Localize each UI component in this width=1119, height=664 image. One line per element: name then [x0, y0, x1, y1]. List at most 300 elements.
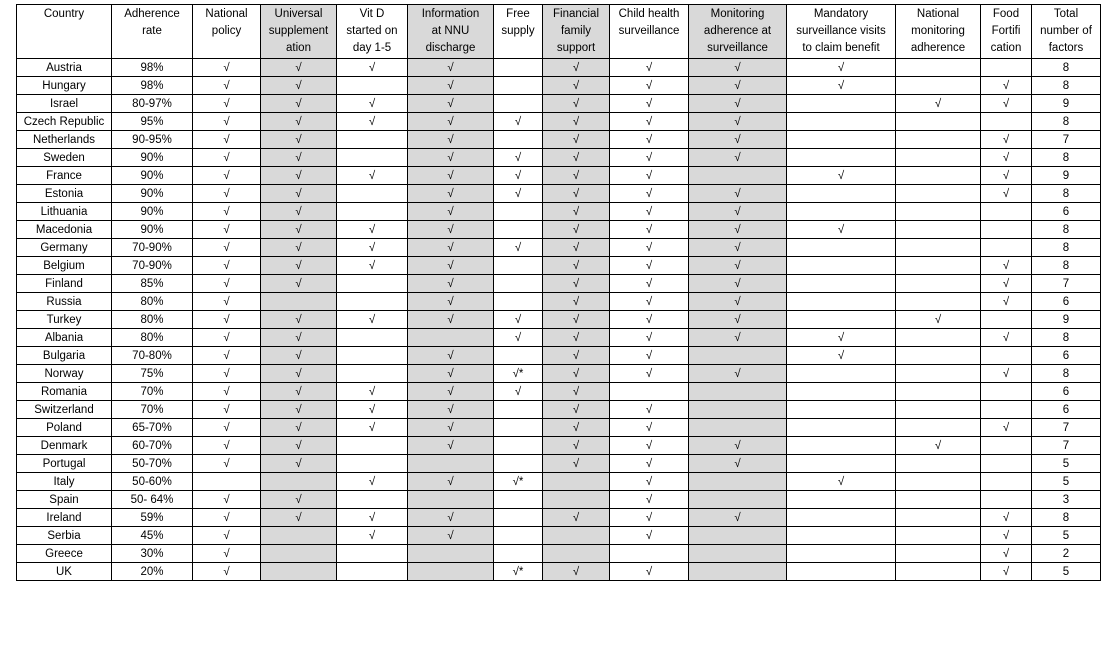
factor-cell: √	[610, 167, 689, 185]
column-header-line: Universal	[274, 8, 323, 20]
table-row	[17, 113, 1101, 131]
factor-cell: √	[261, 167, 337, 185]
factor-cell: √	[337, 239, 408, 257]
factor-cell	[896, 329, 981, 347]
factor-cell: √	[193, 329, 261, 347]
factor-cell: √	[337, 113, 408, 131]
total-cell: 7	[1032, 437, 1101, 455]
country-cell: Poland	[17, 419, 112, 437]
factor-cell: √	[610, 113, 689, 131]
adherence-cell: 70-90%	[112, 239, 193, 257]
country-cell: Bulgaria	[17, 347, 112, 365]
factor-cell: √	[610, 311, 689, 329]
table-header	[17, 5, 1101, 59]
factor-cell: √	[193, 347, 261, 365]
total-cell: 5	[1032, 455, 1101, 473]
column-header-line: Fortifi	[991, 25, 1021, 37]
factor-cell: √	[193, 545, 261, 563]
column-header-line: Child health	[618, 8, 680, 20]
factor-cell: √	[543, 347, 610, 365]
factor-cell	[787, 383, 896, 401]
factor-cell	[494, 221, 543, 239]
table-row	[17, 311, 1101, 329]
country-cell: France	[17, 167, 112, 185]
factor-cell	[494, 293, 543, 311]
factor-cell	[787, 419, 896, 437]
total-cell: 5	[1032, 563, 1101, 581]
factor-cell: √	[787, 77, 896, 95]
factor-cell	[261, 563, 337, 581]
total-cell: 6	[1032, 293, 1101, 311]
factor-cell: √	[193, 203, 261, 221]
total-cell: 8	[1032, 185, 1101, 203]
factor-cell: √	[610, 293, 689, 311]
total-cell: 8	[1032, 113, 1101, 131]
factor-cell	[337, 545, 408, 563]
adherence-cell: 59%	[112, 509, 193, 527]
factor-cell	[408, 491, 494, 509]
factor-cell: √	[543, 131, 610, 149]
adherence-cell: 90%	[112, 149, 193, 167]
total-cell: 8	[1032, 329, 1101, 347]
adherence-cell: 70-90%	[112, 257, 193, 275]
factor-cell	[494, 77, 543, 95]
factor-cell: √	[689, 95, 787, 113]
factor-cell: √	[494, 113, 543, 131]
factor-cell: √	[610, 509, 689, 527]
factor-cell: √	[193, 527, 261, 545]
factor-cell: √	[494, 239, 543, 257]
table-row	[17, 203, 1101, 221]
adherence-cell: 98%	[112, 77, 193, 95]
adherence-cell: 80-97%	[112, 95, 193, 113]
factor-cell	[896, 419, 981, 437]
factor-cell: √	[610, 131, 689, 149]
adherence-cell: 75%	[112, 365, 193, 383]
column-header	[610, 5, 689, 59]
factor-cell: √	[543, 455, 610, 473]
factor-cell: √	[193, 257, 261, 275]
factor-cell	[337, 491, 408, 509]
factor-cell: √	[261, 257, 337, 275]
factor-cell: √	[787, 59, 896, 77]
factor-cell: √	[261, 491, 337, 509]
column-header-line: surveillance	[618, 25, 680, 37]
adherence-cell: 95%	[112, 113, 193, 131]
factor-cell	[494, 347, 543, 365]
factor-cell: √	[261, 131, 337, 149]
factor-cell: √	[981, 77, 1032, 95]
country-cell: Ireland	[17, 509, 112, 527]
total-cell: 8	[1032, 365, 1101, 383]
factor-cell	[494, 203, 543, 221]
factor-cell	[689, 401, 787, 419]
column-header-line: adherence at	[703, 25, 772, 37]
factor-cell: √	[896, 437, 981, 455]
factor-cell	[981, 347, 1032, 365]
factor-cell	[337, 131, 408, 149]
factor-cell: √	[981, 509, 1032, 527]
factor-cell: √	[981, 563, 1032, 581]
total-cell: 6	[1032, 347, 1101, 365]
factor-cell: √	[193, 365, 261, 383]
factor-cell: √	[494, 149, 543, 167]
factor-cell	[787, 437, 896, 455]
factor-cell: √	[610, 185, 689, 203]
country-cell: Norway	[17, 365, 112, 383]
factor-cell	[981, 473, 1032, 491]
factor-cell	[896, 221, 981, 239]
factor-cell: √	[543, 113, 610, 131]
column-header-line: monitoring	[911, 25, 965, 37]
total-cell: 7	[1032, 131, 1101, 149]
adherence-cell: 90%	[112, 221, 193, 239]
factor-cell	[896, 365, 981, 383]
column-header-line: National	[205, 8, 248, 20]
factor-cell: √	[408, 365, 494, 383]
column-header-line: day 1-5	[352, 42, 392, 54]
factor-cell	[337, 347, 408, 365]
factor-cell	[494, 509, 543, 527]
adherence-cell: 30%	[112, 545, 193, 563]
factor-cell: √	[543, 239, 610, 257]
factor-cell: √	[610, 275, 689, 293]
factor-cell: √	[337, 527, 408, 545]
factor-cell	[787, 113, 896, 131]
factor-cell	[787, 239, 896, 257]
factor-cell: √	[193, 113, 261, 131]
column-header-line: Adherence	[124, 8, 180, 20]
factor-cell: √	[610, 149, 689, 167]
column-header-line: Vit D	[359, 8, 385, 20]
factor-cell: √	[689, 437, 787, 455]
adherence-cell: 65-70%	[112, 419, 193, 437]
factor-cell	[543, 491, 610, 509]
factor-cell: √	[610, 203, 689, 221]
factor-cell	[896, 509, 981, 527]
factor-cell	[981, 221, 1032, 239]
factor-cell	[981, 437, 1032, 455]
factor-cell: √	[261, 437, 337, 455]
factor-cell: √	[494, 167, 543, 185]
factor-cell	[689, 473, 787, 491]
factor-cell	[337, 275, 408, 293]
factor-cell: √	[689, 185, 787, 203]
header-row	[17, 5, 1101, 59]
table-row	[17, 509, 1101, 527]
factor-cell	[896, 167, 981, 185]
factor-cell	[193, 473, 261, 491]
factor-cell	[261, 527, 337, 545]
country-cell: Hungary	[17, 77, 112, 95]
factor-cell: √	[689, 131, 787, 149]
total-cell: 7	[1032, 275, 1101, 293]
factor-cell: √	[543, 275, 610, 293]
factor-cell: √	[610, 437, 689, 455]
factor-cell: √	[689, 113, 787, 131]
factor-cell: √	[543, 185, 610, 203]
column-header	[112, 5, 193, 59]
factor-cell: √	[787, 221, 896, 239]
factor-cell: √	[408, 419, 494, 437]
factor-cell	[981, 203, 1032, 221]
factor-cell	[787, 257, 896, 275]
column-header	[689, 5, 787, 59]
adherence-cell: 80%	[112, 329, 193, 347]
factor-cell	[689, 527, 787, 545]
adherence-cell: 85%	[112, 275, 193, 293]
factor-cell	[494, 95, 543, 113]
factor-cell	[896, 383, 981, 401]
table-row	[17, 419, 1101, 437]
factor-cell	[981, 311, 1032, 329]
factor-cell: √	[543, 383, 610, 401]
factor-cell	[408, 455, 494, 473]
factor-cell	[787, 275, 896, 293]
column-header-line: family	[560, 25, 592, 37]
column-header	[543, 5, 610, 59]
country-cell: Romania	[17, 383, 112, 401]
factor-cell: √	[610, 401, 689, 419]
country-cell: UK	[17, 563, 112, 581]
factor-cell: √	[193, 275, 261, 293]
country-cell: Macedonia	[17, 221, 112, 239]
factor-cell: √	[981, 329, 1032, 347]
adherence-cell: 98%	[112, 59, 193, 77]
factor-cell: √	[610, 473, 689, 491]
factor-cell: √	[193, 563, 261, 581]
factor-cell	[689, 347, 787, 365]
adherence-cell: 70%	[112, 383, 193, 401]
factor-cell	[494, 257, 543, 275]
factor-cell: √	[261, 95, 337, 113]
table-row	[17, 95, 1101, 113]
country-cell: Greece	[17, 545, 112, 563]
factor-cell: √	[408, 221, 494, 239]
factor-cell: √	[408, 275, 494, 293]
factor-cell	[787, 203, 896, 221]
table-row	[17, 527, 1101, 545]
factor-cell: √	[408, 239, 494, 257]
country-cell: Portugal	[17, 455, 112, 473]
factor-cell: √	[543, 59, 610, 77]
factor-cell: √	[408, 311, 494, 329]
factor-cell	[896, 203, 981, 221]
adherence-cell: 50-70%	[112, 455, 193, 473]
factor-cell: √	[261, 59, 337, 77]
factor-cell	[408, 545, 494, 563]
table-row	[17, 437, 1101, 455]
factor-cell: √	[543, 77, 610, 95]
factor-cell: √	[610, 257, 689, 275]
country-cell: Germany	[17, 239, 112, 257]
column-header-line: discharge	[425, 42, 476, 54]
country-cell: Spain	[17, 491, 112, 509]
factor-cell: √	[543, 203, 610, 221]
factor-cell	[337, 563, 408, 581]
column-header-line: Country	[43, 8, 85, 20]
factor-cell: √	[261, 329, 337, 347]
factor-cell: √	[408, 149, 494, 167]
factor-cell: √	[337, 401, 408, 419]
factor-cell: √	[981, 275, 1032, 293]
factor-cell	[261, 293, 337, 311]
factor-cell	[896, 59, 981, 77]
factor-cell: √	[543, 293, 610, 311]
factor-cell: √	[408, 95, 494, 113]
factor-cell	[337, 293, 408, 311]
column-header-line: at NNU	[431, 25, 470, 37]
adherence-cell: 70-80%	[112, 347, 193, 365]
factor-cell: √	[981, 527, 1032, 545]
factor-cell: √	[610, 77, 689, 95]
adherence-cell: 60-70%	[112, 437, 193, 455]
factor-cell: √	[193, 419, 261, 437]
factor-cell	[787, 455, 896, 473]
factor-cell: √	[337, 95, 408, 113]
column-header	[337, 5, 408, 59]
factor-cell	[494, 437, 543, 455]
factor-cell	[689, 167, 787, 185]
column-header	[981, 5, 1032, 59]
factor-cell: √	[193, 167, 261, 185]
factor-cell: √	[494, 383, 543, 401]
factor-cell	[981, 491, 1032, 509]
factor-cell: √	[689, 203, 787, 221]
factor-cell: √	[408, 59, 494, 77]
total-cell: 3	[1032, 491, 1101, 509]
adherence-cell: 50- 64%	[112, 491, 193, 509]
factor-cell	[261, 473, 337, 491]
factor-cell: √	[408, 185, 494, 203]
column-header-line: cation	[990, 42, 1022, 54]
factor-cell: √	[193, 131, 261, 149]
factor-cell: √	[261, 275, 337, 293]
country-cell: Sweden	[17, 149, 112, 167]
factor-cell	[494, 59, 543, 77]
factor-cell: √	[193, 59, 261, 77]
factor-cell	[896, 545, 981, 563]
column-header	[787, 5, 896, 59]
factor-cell: √	[408, 437, 494, 455]
factor-cell: √	[193, 239, 261, 257]
factor-cell	[337, 365, 408, 383]
factor-cell: √	[543, 401, 610, 419]
factor-cell: √	[408, 509, 494, 527]
factor-cell: √	[981, 149, 1032, 167]
factor-cell	[896, 455, 981, 473]
factor-cell: √	[610, 419, 689, 437]
table-row	[17, 329, 1101, 347]
factor-cell: √	[543, 311, 610, 329]
factor-cell: √	[689, 365, 787, 383]
factor-cell	[896, 275, 981, 293]
total-cell: 2	[1032, 545, 1101, 563]
factor-cell: √	[610, 329, 689, 347]
factor-cell: √	[408, 113, 494, 131]
factor-cell	[610, 383, 689, 401]
country-cell: Albania	[17, 329, 112, 347]
factor-cell	[689, 563, 787, 581]
country-cell: Czech Republic	[17, 113, 112, 131]
factor-cell	[494, 545, 543, 563]
column-header	[408, 5, 494, 59]
factor-cell: √	[689, 59, 787, 77]
column-header-line: factors	[1048, 42, 1084, 54]
total-cell: 9	[1032, 311, 1101, 329]
factor-cell: √	[689, 221, 787, 239]
factor-cell	[337, 437, 408, 455]
factor-cell	[896, 131, 981, 149]
factor-cell	[787, 401, 896, 419]
factor-cell: √	[610, 527, 689, 545]
factor-cell	[787, 509, 896, 527]
factor-cell: √	[610, 455, 689, 473]
factor-cell: √	[543, 419, 610, 437]
factor-cell: √	[543, 257, 610, 275]
factor-cell	[337, 77, 408, 95]
factor-cell: √	[610, 59, 689, 77]
factor-cell	[408, 329, 494, 347]
factor-cell	[494, 275, 543, 293]
factor-cell: √	[689, 77, 787, 95]
total-cell: 7	[1032, 419, 1101, 437]
factor-cell: √	[193, 149, 261, 167]
factor-cell	[494, 401, 543, 419]
factor-cell: √	[689, 509, 787, 527]
factor-cell: √	[261, 113, 337, 131]
factor-cell	[981, 59, 1032, 77]
factor-cell	[981, 239, 1032, 257]
country-cell: Switzerland	[17, 401, 112, 419]
factor-cell	[896, 491, 981, 509]
factor-cell	[689, 491, 787, 509]
country-cell: Russia	[17, 293, 112, 311]
factor-cell	[543, 473, 610, 491]
total-cell: 5	[1032, 473, 1101, 491]
column-header-line: supply	[501, 25, 535, 37]
factor-cell	[896, 347, 981, 365]
factor-cell: √	[689, 455, 787, 473]
adherence-cell: 45%	[112, 527, 193, 545]
country-cell: Denmark	[17, 437, 112, 455]
factor-cell: √	[494, 185, 543, 203]
factor-cell	[408, 563, 494, 581]
factor-cell	[787, 563, 896, 581]
factor-cell: √	[981, 167, 1032, 185]
factor-cell: √	[337, 383, 408, 401]
factor-cell: √	[408, 257, 494, 275]
table-row	[17, 185, 1101, 203]
factor-cell	[896, 113, 981, 131]
table-row	[17, 347, 1101, 365]
column-header-line: surveillance	[707, 42, 768, 54]
column-header-line: surveillance visits	[796, 25, 886, 37]
country-cell: Estonia	[17, 185, 112, 203]
factor-cell: √	[610, 239, 689, 257]
factor-cell: √	[261, 311, 337, 329]
factor-cell: √	[543, 149, 610, 167]
factor-cell	[543, 527, 610, 545]
factor-cell	[689, 383, 787, 401]
table-row	[17, 77, 1101, 95]
factor-cell: √	[543, 95, 610, 113]
factor-cell: √	[408, 473, 494, 491]
factor-cell: √	[337, 167, 408, 185]
table-row	[17, 401, 1101, 419]
table-row	[17, 455, 1101, 473]
factor-cell: √	[337, 419, 408, 437]
